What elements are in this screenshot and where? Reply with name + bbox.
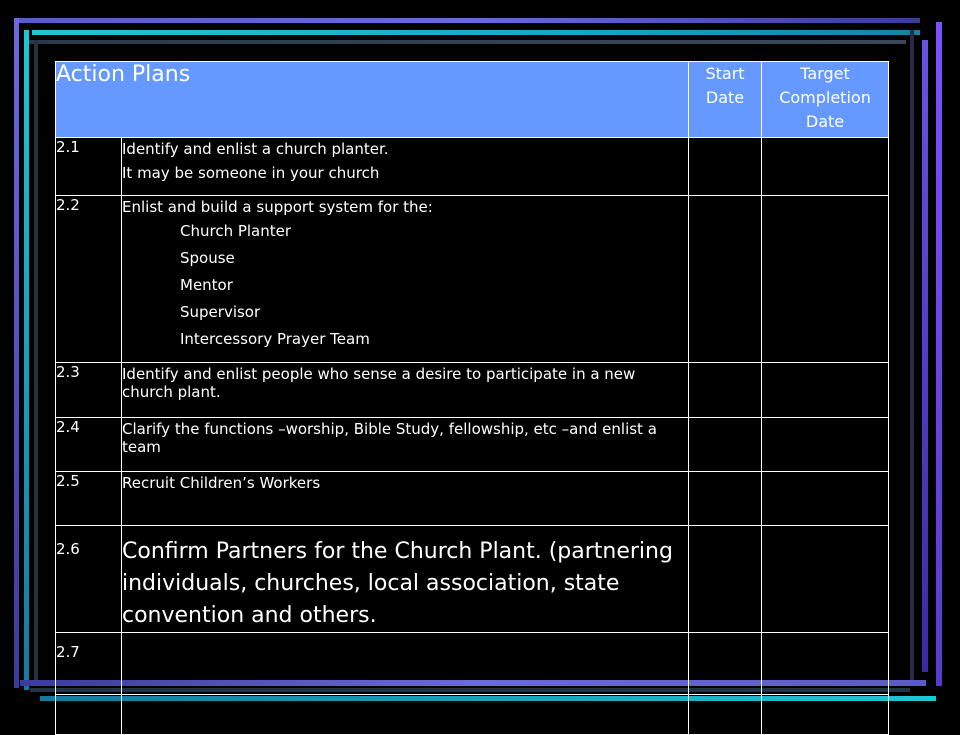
row-number: 2.7 <box>56 633 122 695</box>
table-header-row <box>56 62 889 138</box>
target-date-cell[interactable] <box>762 418 889 472</box>
table-row <box>56 633 889 695</box>
row-number: 2.5 <box>56 472 122 526</box>
start-date-cell[interactable] <box>689 138 762 196</box>
row-number: 2.1 <box>56 138 122 196</box>
start-date-cell[interactable] <box>689 196 762 363</box>
row-description <box>122 196 689 363</box>
frame-bar-top-middle <box>32 30 920 35</box>
start-date-cell[interactable] <box>689 633 762 695</box>
row-description <box>122 363 689 418</box>
start-date-cell[interactable] <box>689 363 762 418</box>
support-item: Spouse <box>180 249 235 267</box>
target-date-cell[interactable] <box>762 363 889 418</box>
row-description <box>122 138 689 196</box>
row-description <box>122 472 689 526</box>
row-description-text: Recruit Children’s Workers <box>122 474 321 492</box>
support-item: Church Planter <box>180 222 292 240</box>
action-plans-table <box>55 61 889 735</box>
row-number: 2.4 <box>56 418 122 472</box>
table-row <box>56 695 889 735</box>
start-date-cell[interactable] <box>689 695 762 735</box>
frame-bar-left-outer <box>14 18 19 688</box>
row-description: Confirm Partners for the Church Plant. (partnering individuals, churches, local association, state convention and others. <box>122 526 689 633</box>
frame-bar-right-middle <box>922 40 928 672</box>
row-description <box>122 418 689 472</box>
support-item: Supervisor <box>180 303 261 321</box>
table-row <box>56 418 889 472</box>
row-description <box>122 633 689 695</box>
frame-bar-left-inner <box>34 40 38 680</box>
row-number: 2.6 <box>56 526 122 633</box>
table-row <box>56 196 889 363</box>
row-description-text: Clarify the functions –worship, Bible Study, fellowship, etc –and enlist a team <box>122 420 657 456</box>
table-row <box>56 363 889 418</box>
target-date-cell[interactable] <box>762 138 889 196</box>
frame-bar-top-inner <box>26 40 906 44</box>
target-date-cell[interactable] <box>762 196 889 363</box>
row-number: 2.3 <box>56 363 122 418</box>
support-item: Intercessory Prayer Team <box>180 330 370 348</box>
target-date-cell[interactable] <box>762 633 889 695</box>
row-description <box>122 695 689 735</box>
row-description-line: Identify and enlist a church planter. <box>122 140 389 158</box>
row-description-line: It may be someone in your church <box>122 164 380 182</box>
target-date-cell[interactable] <box>762 526 889 633</box>
frame-bar-right-inner <box>910 30 914 680</box>
row-description-text: Identify and enlist people who sense a desire to participate in a new church plant. <box>122 365 636 401</box>
target-date-cell[interactable] <box>762 472 889 526</box>
frame-bar-right-outer <box>936 22 942 686</box>
row-number: 2.2 <box>56 196 122 363</box>
start-date-cell[interactable] <box>689 526 762 633</box>
frame-bar-top-outer <box>14 18 920 23</box>
table-title: Action Plans <box>56 62 689 138</box>
start-date-cell[interactable] <box>689 418 762 472</box>
support-item: Mentor <box>180 276 233 294</box>
column-header-target-completion-date: Target Completion Date <box>762 62 889 138</box>
target-date-cell[interactable] <box>762 695 889 735</box>
start-date-cell[interactable] <box>689 472 762 526</box>
row-number <box>56 695 122 735</box>
table-row <box>56 526 889 633</box>
column-header-start-date: Start Date <box>689 62 762 138</box>
table-row <box>56 472 889 526</box>
frame-bar-left-middle <box>24 30 29 690</box>
table-row <box>56 138 889 196</box>
row-description-lead: Enlist and build a support system for the: <box>122 198 433 216</box>
